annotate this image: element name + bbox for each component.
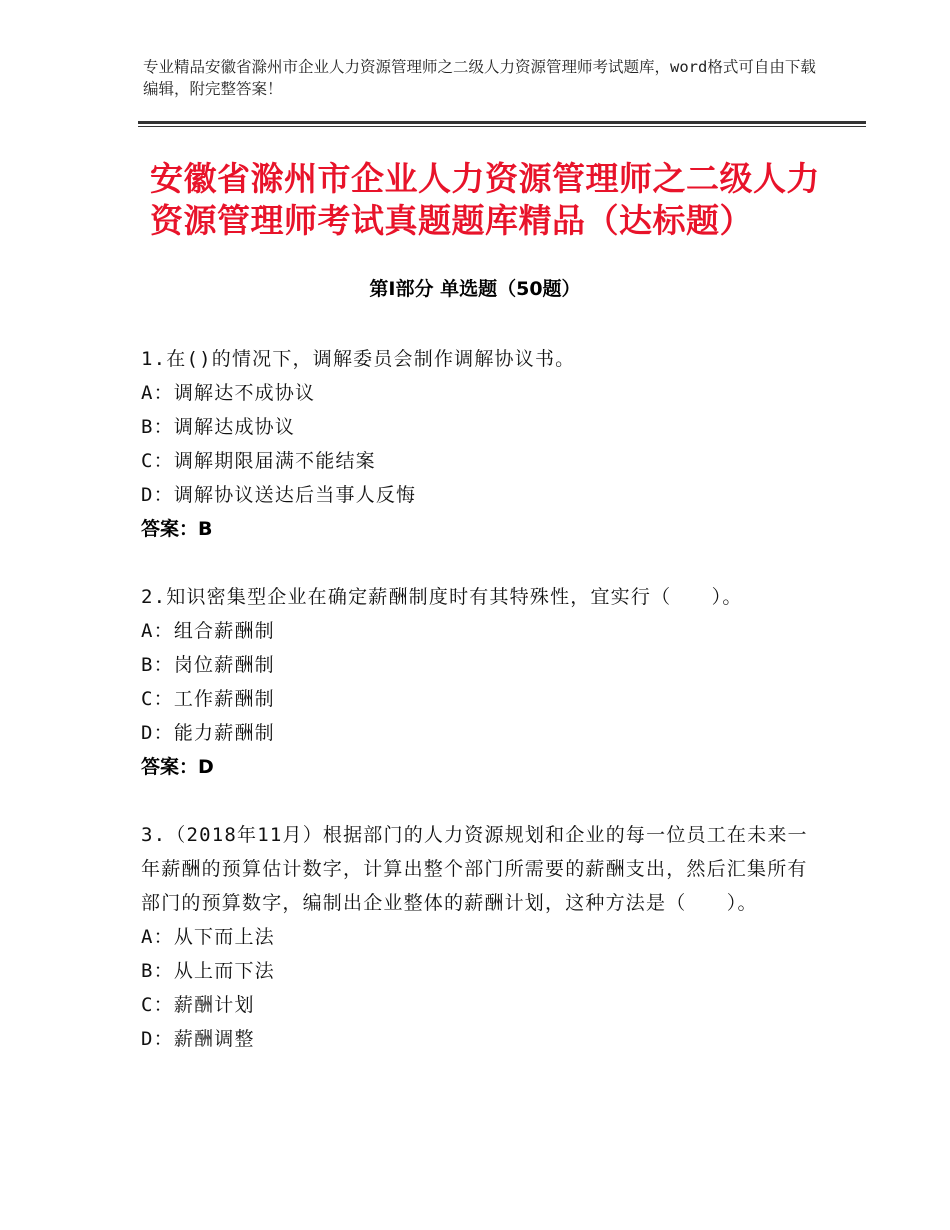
header-rule-thin [138,126,866,127]
question-stem: 2.知识密集型企业在确定薪酬制度时有其特殊性，宜实行（ ）。 [141,586,743,608]
option-a: A：组合薪酬制 [141,620,275,642]
header-rule-thick [138,121,866,124]
question-stem: 3.（2018年11月）根据部门的人力资源规划和企业的每一位员工在未来一年薪酬的预算估计数字，计算出整个部门所需要的薪酬支出，然后汇集所有部门的预算数字，编制出企业整体的薪酬计划，这种方法是（ ）。 [141,824,808,914]
option-b: B：岗位薪酬制 [141,654,275,676]
header-note: 专业精品安徽省滁州市企业人力资源管理师之二级人力资源管理师考试题库，word格式可自由下载编辑，附完整答案！ [143,58,816,98]
option-c: C：调解期限届满不能结案 [141,450,376,472]
option-c: C：薪酬计划 [141,994,255,1016]
option-d: D：调解协议送达后当事人反悔 [141,484,417,506]
option-d: D：能力薪酬制 [141,722,275,744]
question-stem: 1.在()的情况下，调解委员会制作调解协议书。 [141,348,576,370]
option-c: C：工作薪酬制 [141,688,275,710]
answer: 答案：B [141,518,213,540]
option-d: D：薪酬调整 [141,1028,255,1050]
answer: 答案：D [141,756,214,778]
option-b: B：调解达成协议 [141,416,296,438]
question-3 [141,818,821,1056]
question-list [141,342,821,1090]
option-a: A：调解达不成协议 [141,382,316,404]
option-a: A：从下而上法 [141,926,275,948]
question-1 [141,342,821,546]
question-2 [141,580,821,784]
option-b: B：从上而下法 [141,960,275,982]
document-title: 安徽省滁州市企业人力资源管理师之二级人力资源管理师考试真题题库精品（达标题） [150,159,820,240]
section-title: 第Ⅰ部分 单选题（50题） [369,278,581,300]
